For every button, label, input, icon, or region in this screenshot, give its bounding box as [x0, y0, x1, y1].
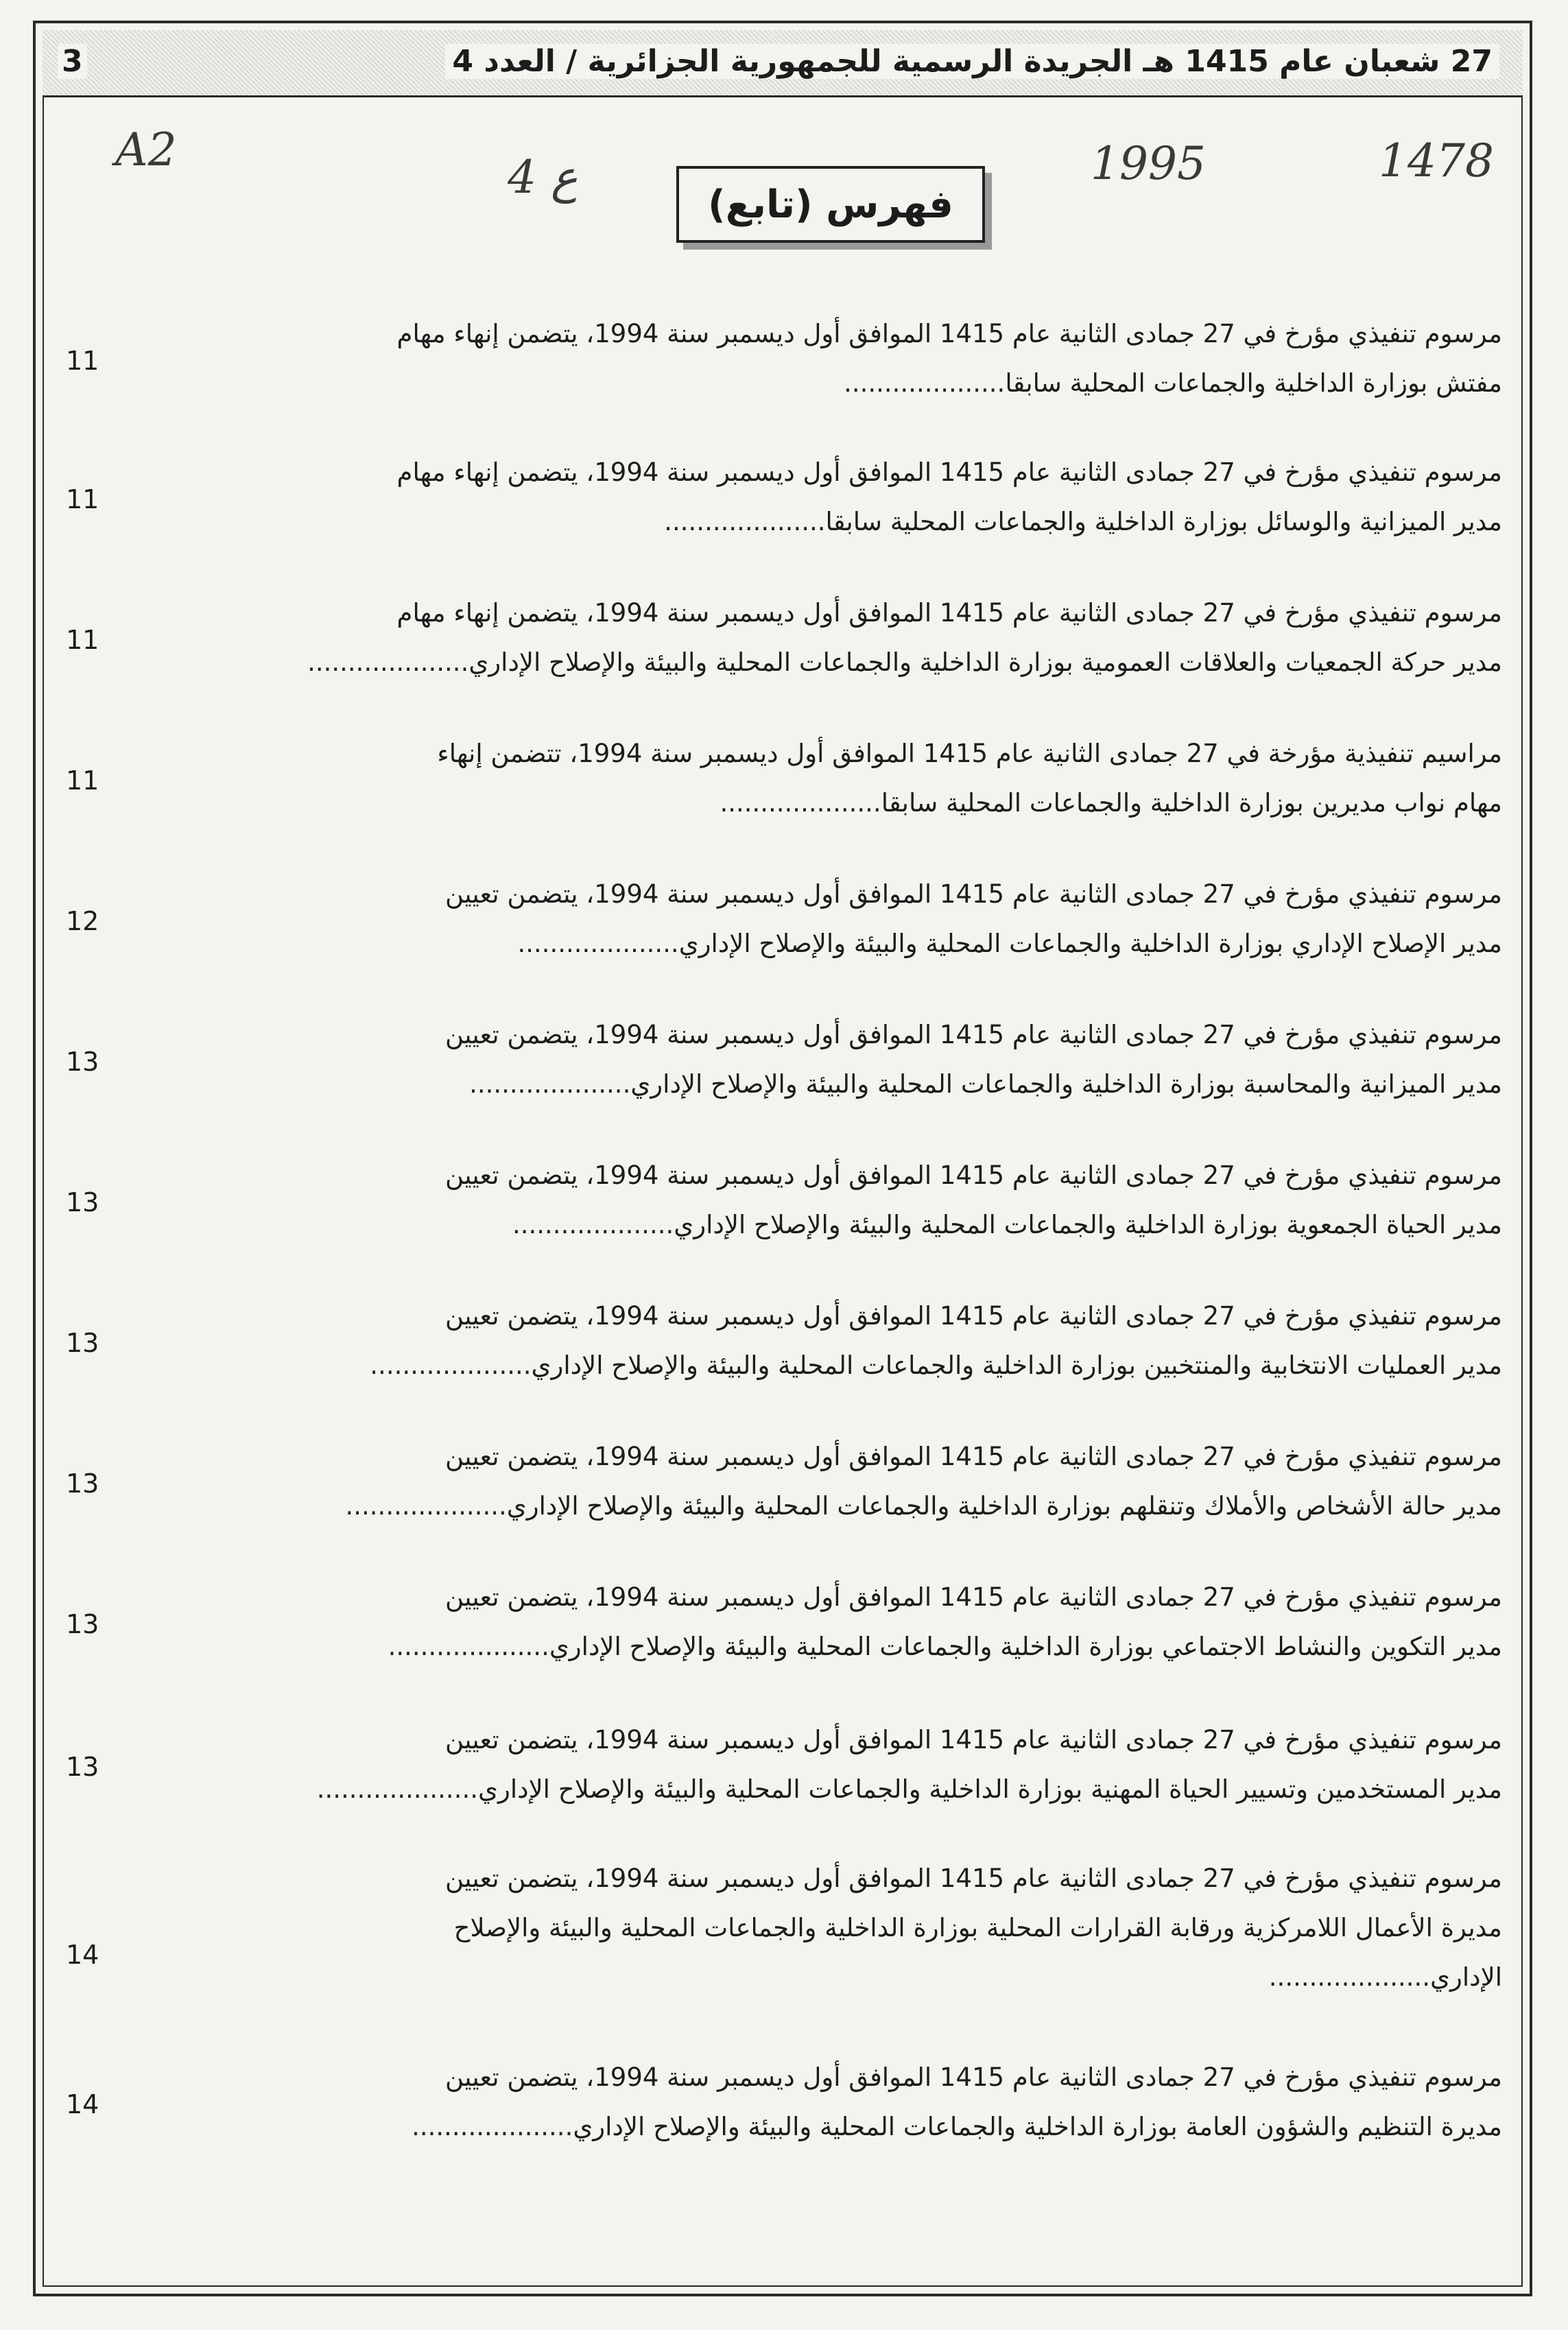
toc-entry-text: مرسوم تنفيذي مؤرخ في 27 جمادى الثانية عام 1415 الموافق أول ديسمبر سنة 1994، يتضمن تعيين: [445, 1442, 1502, 1471]
toc-entry-text: مرسوم تنفيذي مؤرخ في 27 جمادى الثانية عام 1415 الموافق أول ديسمبر سنة 1994، يتضمن تعيين: [445, 1301, 1502, 1331]
handwritten-note: A2: [115, 123, 177, 176]
toc-entry-text: مرسوم تنفيذي مؤرخ في 27 جمادى الثانية عام 1415 الموافق أول ديسمبر سنة 1994، يتضمن تعيين: [445, 1725, 1502, 1755]
dot-leader: ....................: [1268, 1962, 1431, 1992]
toc-entry-text: مهام نواب مديرين بوزارة الداخلية والجماعات المحلية سابقا: [881, 788, 1502, 818]
handwritten-note: 1478: [1379, 134, 1494, 187]
toc-page-number: 13: [66, 1752, 99, 1782]
toc-page-number: 13: [66, 1609, 99, 1639]
toc-entry-title: [445, 881, 1502, 907]
toc-page-number: 11: [66, 765, 99, 796]
toc-entry-text: مرسوم تنفيذي مؤرخ في 27 جمادى الثانية عام 1415 الموافق أول ديسمبر سنة 1994، يتضمن تعيين: [445, 1020, 1502, 1049]
toc-entry-text: مدير حالة الأشخاص والأملاك وتنقلهم بوزارة الداخلية والجماعات المحلية والبيئة والإصلاح الإداري: [506, 1491, 1502, 1521]
toc-page-number: 13: [66, 1469, 99, 1499]
toc-entry-text: مرسوم تنفيذي مؤرخ في 27 جمادى الثانية عام 1415 الموافق أول ديسمبر سنة 1994، يتضمن إنهاء مهام: [396, 319, 1502, 348]
toc-page-number: 12: [66, 906, 99, 936]
dot-leader: ....................: [316, 1774, 478, 1804]
toc-entry-title: [445, 2062, 1502, 2092]
header-title: 27 شعبان عام 1415 هـ الجريدة الرسمية للجمهورية الجزائرية / العدد 4: [445, 44, 1499, 79]
toc-page-number: 13: [66, 1047, 99, 1077]
toc-entry-text: مرسوم تنفيذي مؤرخ في 27 جمادى الثانية عام 1415 الموافق أول ديسمبر سنة 1994، يتضمن تعيين: [445, 1582, 1502, 1612]
toc-page-number: 11: [66, 484, 99, 514]
dot-leader: ....................: [664, 507, 826, 536]
toc-entry-continuation: [720, 790, 1502, 816]
toc-entry-text: مدير الميزانية والوسائل بوزارة الداخلية والجماعات المحلية سابقا: [825, 507, 1502, 536]
dot-leader: ....................: [844, 368, 1006, 398]
toc-page-number: 13: [66, 1328, 99, 1358]
toc-entry-continuation: [1269, 1964, 1502, 1990]
toc-entry-continuation: [346, 1493, 1502, 1519]
toc-entry-text: مديرة التنظيم والشؤون العامة بوزارة الداخلية والجماعات المحلية والبيئة والإصلاح الإداري: [573, 2112, 1502, 2141]
toc-entry-text: الإداري: [1430, 1962, 1502, 1992]
toc-entry-text: مرسوم تنفيذي مؤرخ في 27 جمادى الثانية عام 1415 الموافق أول ديسمبر سنة 1994، يتضمن إنهاء مهام: [396, 457, 1502, 487]
toc-entry-title: [445, 1303, 1502, 1329]
toc-entry-continuation: [370, 1353, 1502, 1378]
toc-entry-title: [445, 1584, 1502, 1610]
toc-entry-continuation: [517, 931, 1502, 956]
toc-entry-text: مرسوم تنفيذي مؤرخ في 27 جمادى الثانية عام 1415 الموافق أول ديسمبر سنة 1994، يتضمن تعيين: [445, 1161, 1502, 1190]
toc-entry-text: مرسوم تنفيذي مؤرخ في 27 جمادى الثانية عام 1415 الموافق أول ديسمبر سنة 1994، يتضمن إنهاء مهام: [396, 598, 1502, 628]
toc-page-number: 13: [66, 1187, 99, 1217]
toc-entry-continuation: [412, 2114, 1502, 2139]
toc-entry-text: مرسوم تنفيذي مؤرخ في 27 جمادى الثانية عام 1415 الموافق أول ديسمبر سنة 1994، يتضمن تعيين: [445, 1864, 1502, 1893]
dot-leader: ....................: [307, 647, 469, 677]
dot-leader: ....................: [388, 1632, 549, 1661]
toc-entry-title: [397, 600, 1502, 626]
toc-entry-continuation: [844, 370, 1502, 396]
toc-entry-continuation: [317, 1776, 1502, 1802]
toc-entry-continuation: [454, 1915, 1502, 1940]
toc-entry-text: مرسوم تنفيذي مؤرخ في 27 جمادى الثانية عام 1415 الموافق أول ديسمبر سنة 1994، يتضمن تعيين: [445, 2062, 1502, 2092]
handwritten-note: ع 4: [508, 151, 578, 204]
dot-leader: ....................: [370, 1351, 532, 1380]
header-page-number: 3: [58, 44, 87, 79]
toc-entry-text: مفتش بوزارة الداخلية والجماعات المحلية سابقا: [1005, 368, 1502, 398]
dot-leader: ....................: [412, 2112, 573, 2141]
toc-entry-title: [445, 1866, 1502, 1891]
dot-leader: ....................: [469, 1069, 631, 1099]
dot-leader: ....................: [517, 929, 679, 958]
handwritten-note: 1995: [1091, 137, 1206, 190]
toc-entry-text: مدير الحياة الجمعوية بوزارة الداخلية والجماعات المحلية والبيئة والإصلاح الإداري: [674, 1210, 1502, 1239]
toc-entry-continuation: [307, 647, 1502, 677]
toc-entry-text: مدير الميزانية والمحاسبة بوزارة الداخلية والجماعات المحلية والبيئة والإصلاح الإداري: [630, 1069, 1502, 1099]
toc-entry-continuation: [469, 1071, 1502, 1097]
toc-entry-title: [445, 1163, 1502, 1188]
toc-entry-continuation: [664, 509, 1502, 534]
toc-entry-text: مدير التكوين والنشاط الاجتماعي بوزارة الداخلية والجماعات المحلية والبيئة والإصلاح الإداري: [549, 1632, 1502, 1661]
toc-entry-text: مراسيم تنفيذية مؤرخة في 27 جمادى الثانية عام 1415 الموافق أول ديسمبر سنة 1994، تتضمن إنهاء: [437, 739, 1502, 768]
toc-entry-text: مديرة الأعمال اللامركزية ورقابة القرارات المحلية بوزارة الداخلية والجماعات المحلية والبيئة والإصلاح: [453, 1913, 1502, 1942]
toc-entry-text: مرسوم تنفيذي مؤرخ في 27 جمادى الثانية عام 1415 الموافق أول ديسمبر سنة 1994، يتضمن تعيين: [445, 879, 1502, 909]
toc-entry-title: [437, 741, 1502, 766]
toc-page-number: 11: [66, 346, 99, 376]
toc-page-number: 11: [66, 625, 99, 655]
section-title: فهرس (تابع): [708, 182, 953, 227]
toc-entry-text: مدير حركة الجمعيات والعلاقات العمومية بوزارة الداخلية والجماعات المحلية والبيئة والإصلاح الإداري: [468, 647, 1502, 677]
toc-entry-title: [445, 1725, 1502, 1755]
toc-entry-title: [445, 1022, 1502, 1047]
dot-leader: ....................: [720, 788, 881, 818]
toc-page-number: 14: [66, 1940, 99, 1970]
toc-entry-title: [445, 1444, 1502, 1469]
toc-entry-text: مدير الإصلاح الإداري بوزارة الداخلية والجماعات المحلية والبيئة والإصلاح الإداري: [678, 929, 1502, 958]
toc-entry-text: مدير العمليات الانتخابية والمنتخبين بوزارة الداخلية والجماعات المحلية والبيئة والإصلاح الإداري: [531, 1351, 1502, 1380]
toc-entry-continuation: [388, 1634, 1502, 1659]
dot-leader: ....................: [345, 1491, 507, 1521]
toc-entry-text: مدير المستخدمين وتسيير الحياة المهنية بوزارة الداخلية والجماعات المحلية والبيئة والإصلاح الإداري: [477, 1774, 1502, 1804]
toc-entry-title: [397, 321, 1502, 346]
toc-entry-continuation: [512, 1212, 1502, 1237]
toc-page-number: 14: [66, 2089, 99, 2119]
dot-leader: ....................: [512, 1210, 674, 1239]
toc-entry-title: [396, 457, 1502, 487]
